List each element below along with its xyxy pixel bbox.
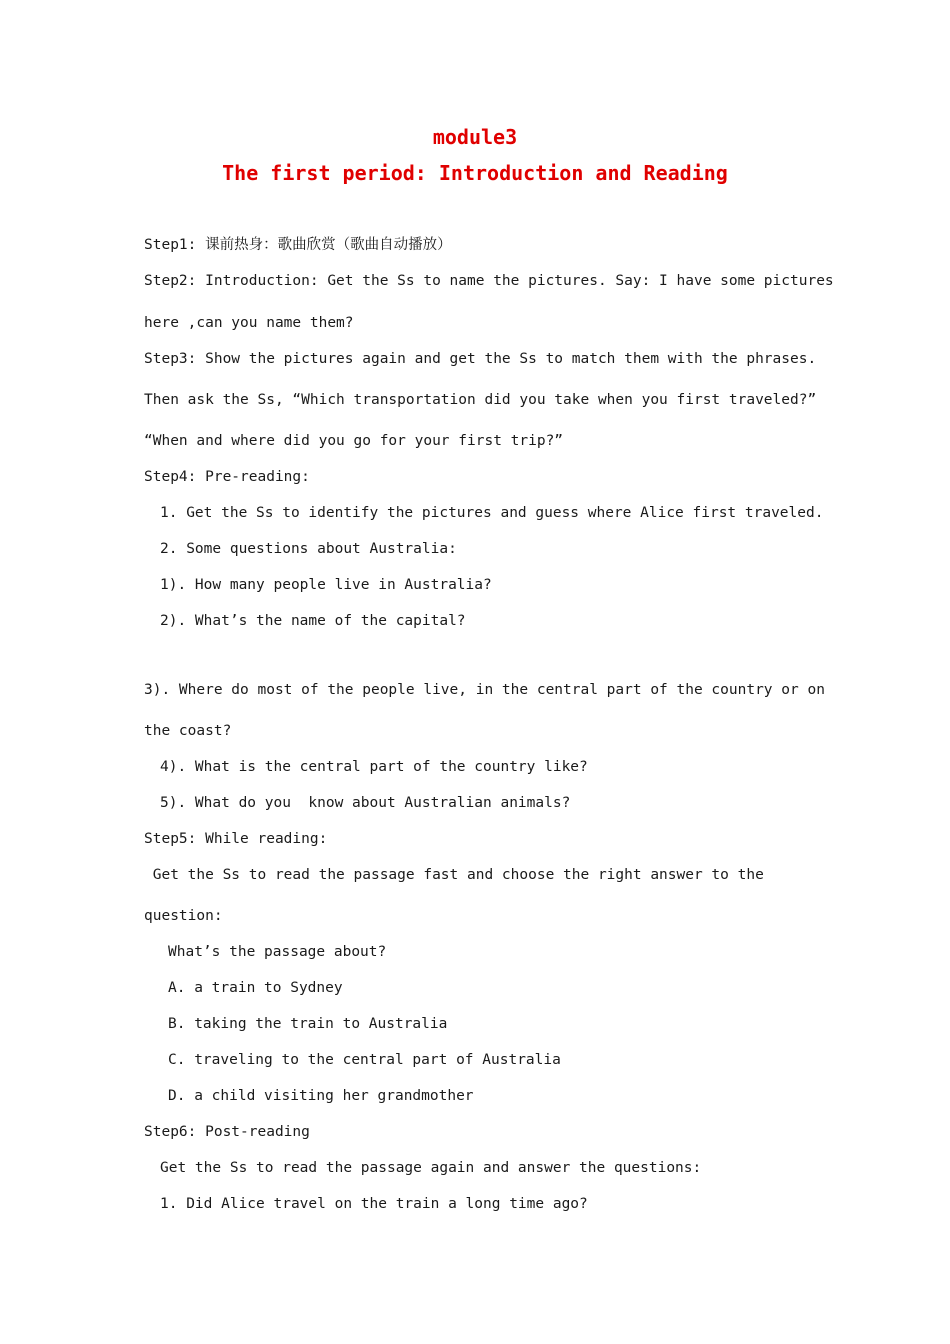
passage-question: What’s the passage about? (168, 944, 387, 960)
question-4: 4). What is the central part of the country like? (160, 759, 588, 775)
question-3-continuation: the coast? (144, 723, 232, 739)
question-5: 5). What do you know about Australian animals? (160, 795, 571, 811)
step5-instruction: Get the Ss to read the passage fast and choose the right answer to the (144, 867, 764, 883)
option-c: C. traveling to the central part of Australia (168, 1052, 561, 1068)
document-subtitle: The first period: Introduction and Reading (222, 161, 728, 185)
step5-heading: Step5: While reading: (144, 831, 328, 847)
step3-continuation: Then ask the Ss, “Which transportation did you take when you first traveled?” (144, 392, 817, 408)
step4-item-1: 1. Get the Ss to identify the pictures and guess where Alice first traveled. (160, 505, 824, 521)
step3-line: Step3: Show the pictures again and get the Ss to match them with the phrases. (144, 351, 817, 367)
step5-instruction-continuation: question: (144, 908, 223, 924)
option-d: D. a child visiting her grandmother (168, 1088, 474, 1104)
step2-continuation: here ,can you name them? (144, 315, 354, 331)
step1-line: Step1: 课前热身：歌曲欣赏（歌曲自动播放） (144, 237, 452, 253)
step4-item-2: 2. Some questions about Australia: (160, 541, 457, 557)
document-title: module3 (432, 125, 518, 149)
step4-heading: Step4: Pre-reading: (144, 469, 310, 485)
step3-question: “When and where did you go for your first trip?” (144, 433, 564, 449)
step6-heading: Step6: Post-reading (144, 1124, 310, 1140)
question-3: 3). Where do most of the people live, in the central part of the country or on (144, 682, 825, 698)
question-1: 1). How many people live in Australia? (160, 577, 492, 593)
option-b: B. taking the train to Australia (168, 1016, 448, 1032)
question-2: 2). What’s the name of the capital? (160, 613, 466, 629)
step6-question-1: 1. Did Alice travel on the train a long time ago? (160, 1196, 588, 1212)
step2-line: Step2: Introduction: Get the Ss to name the pictures. Say: I have some pictures (144, 273, 834, 289)
step6-instruction: Get the Ss to read the passage again and answer the questions: (160, 1160, 702, 1176)
option-a: A. a train to Sydney (168, 980, 343, 996)
